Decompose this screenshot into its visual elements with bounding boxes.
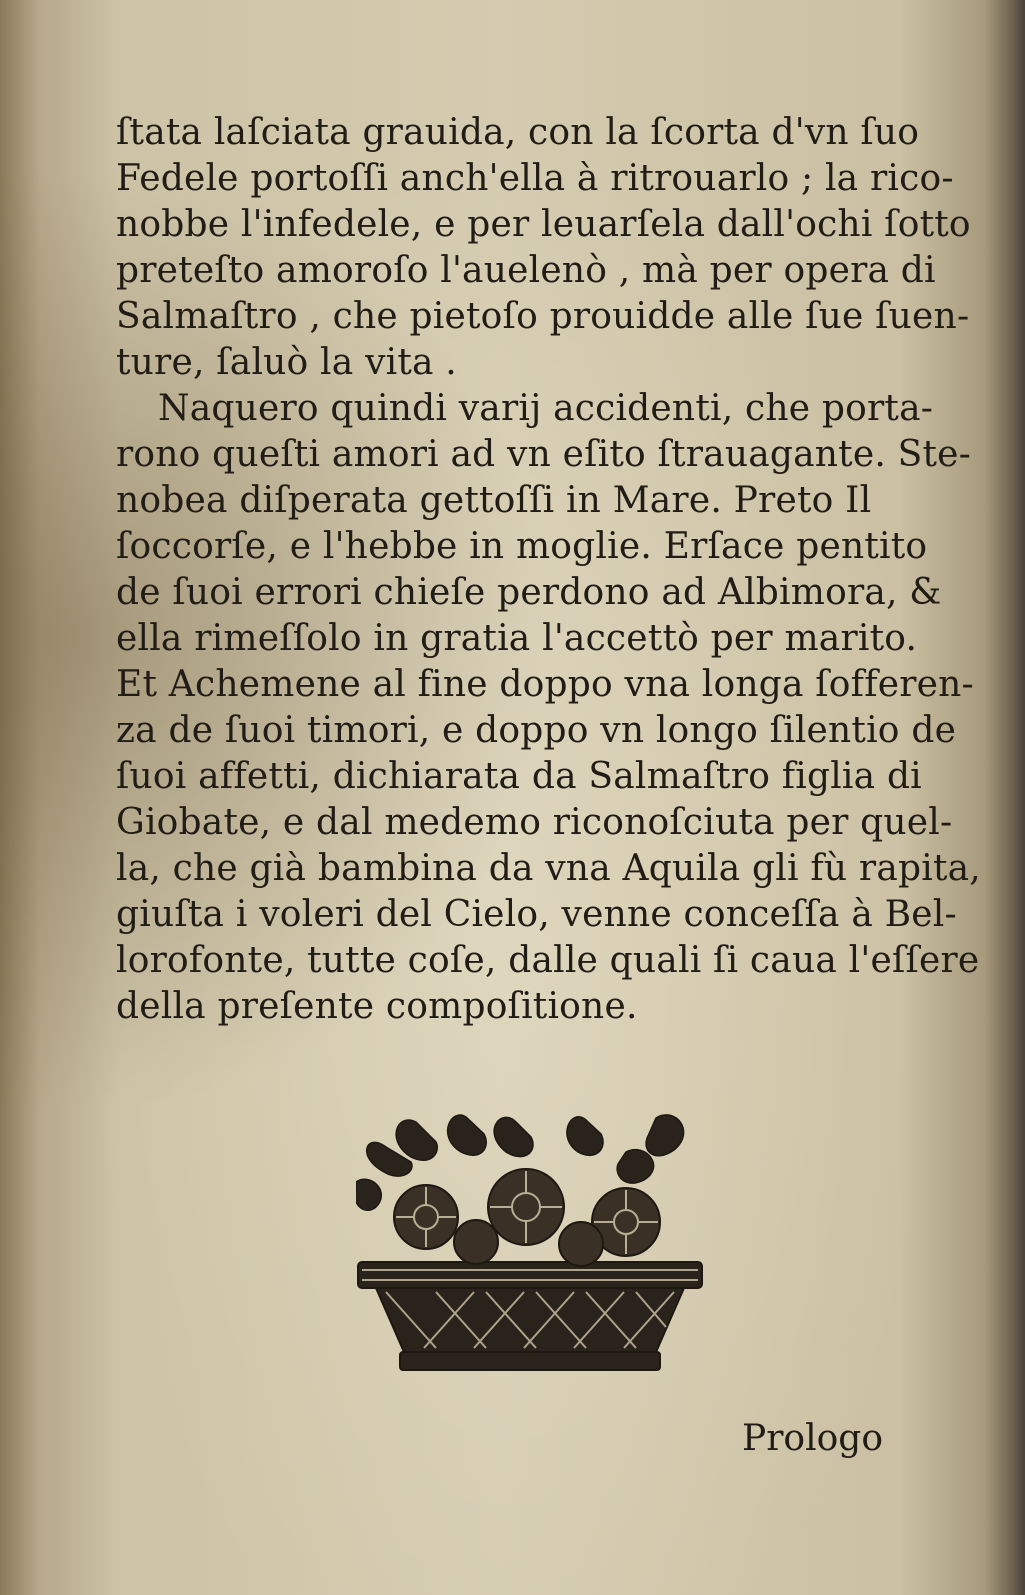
text-line: de ſuoi errori chieſe perdono ad Albimora, & <box>116 572 942 613</box>
text-line: Fedele portoſſi anch'ella à ritrouarlo ; la rico- <box>116 158 954 199</box>
text-line: ella rimeſſolo in gratia l'accettò per marito. <box>116 618 918 659</box>
body-text <box>116 110 981 1030</box>
text-line: Salmaſtro , che pietoſo prouidde alle ſue ſuen- <box>116 296 970 337</box>
text-line: nobea diſperata gettoſſi in Mare. Preto Il <box>116 480 872 521</box>
text-line: ture, ſaluò la vita . <box>116 342 457 383</box>
text-line: Et Achemene al fine doppo vna longa ſofferen- <box>116 664 974 705</box>
catchword: Prologo <box>742 1418 884 1459</box>
text-line: la, che già bambina da vna Aquila gli fù rapita, <box>116 848 981 889</box>
text-line: giuſta i voleri del Cielo, venne conceſſa à Bel- <box>116 894 957 935</box>
text-line: Giobate, e dal medemo riconoſciuta per quel- <box>116 802 953 843</box>
text-line: ſtata laſciata grauida, con la ſcorta d'vn ſuo <box>116 112 920 153</box>
text-line: rono queſti amori ad vn eſito ſtrauagante. Ste- <box>116 434 972 475</box>
text-line: za de ſuoi timori, e doppo vn longo ſilentio de <box>116 710 957 751</box>
text-line: ſuoi affetti, dichiarata da Salmaſtro figlia di <box>116 756 922 797</box>
text-line: ſoccorſe, e l'hebbe in moglie. Erſace pentito <box>116 526 928 567</box>
text-line: nobbe l'infedele, e per leuarſela dall'ochi ſotto <box>116 204 971 245</box>
text-line: lorofonte, tutte coſe, dalle quali ſi caua l'eſſere <box>116 940 980 981</box>
flower-basket-icon <box>356 1112 704 1382</box>
text-line: Naquero quindi varij accidenti, che porta- <box>158 388 934 429</box>
text-line: della preſente compoſitione. <box>116 986 638 1027</box>
text-line: preteſto amoroſo l'auelenò , mà per opera di <box>116 250 936 291</box>
